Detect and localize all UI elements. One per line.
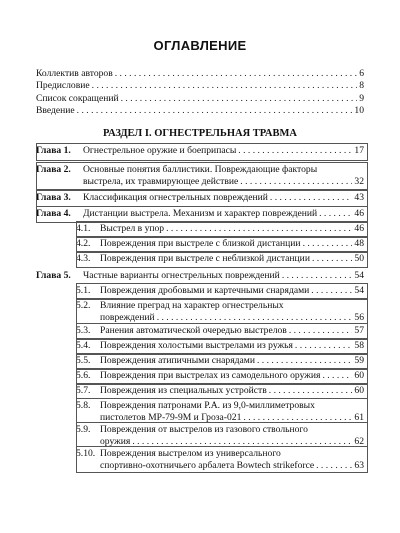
- toc-entry: [76, 355, 364, 367]
- toc-entry-title: Список сокращений: [36, 93, 119, 104]
- dot-leader: [257, 355, 352, 367]
- toc-entry: [36, 68, 364, 80]
- dot-leader: [157, 312, 353, 324]
- toc-entry-page: 9: [359, 93, 364, 104]
- toc-entry-page: 59: [354, 355, 364, 366]
- toc-entry-title: Предисловие: [36, 80, 90, 91]
- toc-entry-title: Повреждения выстрелом из универсального: [100, 448, 281, 459]
- toc-entry-page: 43: [354, 192, 364, 203]
- toc-entry-number: 5.10.: [76, 448, 96, 459]
- toc-entry-title: Коллектив авторов: [36, 68, 113, 79]
- dot-leader: [319, 208, 352, 220]
- toc-entry-number: 4.3.: [76, 253, 91, 264]
- toc-entry-title: Повреждения холостыми выстрелами из ружья: [100, 340, 293, 351]
- section-heading: РАЗДЕЛ I. ОГНЕСТРЕЛЬНАЯ ТРАВМА: [103, 128, 297, 139]
- dot-leader: [166, 223, 352, 235]
- toc-entry: [36, 192, 364, 204]
- dot-leader: [311, 285, 352, 297]
- toc-entry-page: 60: [354, 370, 364, 381]
- toc-entry: [36, 93, 364, 105]
- toc-entry-number: 5.2.: [76, 300, 91, 311]
- toc-entry-title: Ранения автоматической очередью выстрелов: [100, 325, 287, 336]
- toc-entry-title: Повреждения из специальных устройств: [100, 385, 267, 396]
- toc-entry-page: 58: [354, 340, 364, 351]
- toc-entry: [76, 370, 364, 382]
- toc-entry: [76, 325, 364, 337]
- toc-entry: [76, 400, 364, 423]
- toc-entry-title: Огнестрельное оружие и боеприпасы: [83, 145, 237, 156]
- toc-entry: [76, 448, 364, 471]
- dot-leader: [282, 270, 353, 282]
- toc-entry-title: Повреждения дробовыми и картечными снарядами: [100, 285, 310, 296]
- toc-entry-number: 4.1.: [76, 223, 91, 234]
- toc-entry: [76, 340, 364, 352]
- toc-entry: [36, 270, 364, 282]
- toc-entry-page: 46: [354, 223, 364, 234]
- toc-entry: [76, 223, 364, 235]
- dot-leader: [303, 238, 353, 250]
- toc-entry: [76, 253, 364, 265]
- toc-entry-page: 61: [354, 411, 364, 423]
- dot-leader: [322, 370, 352, 382]
- toc-entry-title: Повреждения при выстреле с близкой дистанции: [100, 238, 301, 249]
- toc-entry: [36, 80, 364, 92]
- toc-entry-title: Основные понятия баллистики. Повреждающие факторы: [83, 164, 318, 175]
- toc-entry-number: Глава 3.: [36, 192, 71, 203]
- dot-leader: [115, 68, 357, 80]
- dot-leader: [312, 253, 352, 265]
- toc-entry-number: 5.4.: [76, 340, 91, 351]
- page-title: ОГЛАВЛЕНИЕ: [153, 38, 247, 53]
- toc-entry: [36, 145, 364, 157]
- toc-entry: [76, 300, 364, 323]
- toc-entry: [76, 385, 364, 397]
- toc-entry-page: 48: [354, 238, 364, 249]
- toc-entry: [76, 424, 364, 447]
- toc-entry: [76, 238, 364, 250]
- dot-leader: [243, 412, 352, 424]
- toc-entry-title: Повреждения при выстрелах из самодельного оружия: [100, 370, 321, 381]
- toc-entry-page: 54: [354, 285, 364, 296]
- toc-entry-number: Глава 4.: [36, 208, 71, 219]
- toc-entry-number: Глава 2.: [36, 164, 71, 175]
- toc-entry-page: 54: [354, 270, 364, 281]
- toc-entry: [36, 164, 364, 187]
- toc-entry-title: выстрела, их травмирующее действие: [83, 175, 239, 187]
- dot-leader: [289, 325, 353, 337]
- toc-entry-number: 4.2.: [76, 238, 91, 249]
- toc-entry-number: 5.3.: [76, 325, 91, 336]
- dot-leader: [238, 145, 352, 157]
- toc-entry: [76, 285, 364, 297]
- toc-entry-page: 50: [354, 253, 364, 264]
- toc-entry-page: 32: [354, 175, 364, 187]
- dot-leader: [295, 340, 352, 352]
- dot-leader: [240, 176, 352, 188]
- toc-entry-title: Дистанции выстрела. Механизм и характер повреждений: [83, 208, 318, 219]
- dot-leader: [270, 192, 352, 204]
- toc-entry-page: 56: [354, 311, 364, 323]
- toc-entry-number: 5.7.: [76, 385, 91, 396]
- dot-leader: [132, 436, 352, 448]
- toc-entry-number: Глава 5.: [36, 270, 71, 281]
- toc-entry-title: оружия: [100, 435, 131, 447]
- toc-entry-number: 5.6.: [76, 370, 91, 381]
- toc-entry-page: 63: [354, 459, 364, 471]
- toc-entry-title: Повреждения от выстрелов из газового ствольного: [100, 424, 308, 435]
- toc-entry-title: Повреждения атипичными снарядами: [100, 355, 255, 366]
- toc-entry-title: Влияние преград на характер огнестрельных: [100, 300, 284, 311]
- toc-entry-page: 6: [359, 68, 364, 79]
- toc-entry-number: 5.8.: [76, 400, 91, 411]
- toc-entry-title: Введение: [36, 105, 75, 116]
- toc-entry-number: 5.9.: [76, 424, 91, 435]
- toc-entry: [36, 105, 364, 117]
- toc-entry-page: 10: [354, 105, 364, 116]
- toc-entry: [36, 208, 364, 220]
- toc-entry-number: Глава 1.: [36, 145, 71, 156]
- toc-entry-title: спортивно-охотничьего арбалета Bowtech strikeforce: [100, 459, 315, 471]
- toc-entry-title: Выстрел в упор: [100, 223, 165, 234]
- toc-entry-page: 60: [354, 385, 364, 396]
- toc-entry-title: повреждений: [100, 311, 155, 323]
- dot-leader: [121, 93, 358, 105]
- toc-entry-title: Повреждения при выстреле с неблизкой дистанции: [100, 253, 310, 264]
- toc-entry-number: 5.5.: [76, 355, 91, 366]
- dot-leader: [316, 460, 352, 472]
- toc-entry-page: 46: [354, 208, 364, 219]
- toc-entry-page: 62: [354, 435, 364, 447]
- toc-entry-title: пистолетов МР-79-9М и Гроза-021: [100, 411, 242, 423]
- toc-entry-title: Классификация огнестрельных повреждений: [83, 192, 268, 203]
- toc-entry-title: Частные варианты огнестрельных повреждений: [83, 270, 280, 281]
- toc-entry-title: Повреждения патронами Р.А. из 9,0-миллиметровых: [100, 400, 315, 411]
- dot-leader: [77, 105, 353, 117]
- toc-entry-page: 8: [359, 80, 364, 91]
- toc-entry-page: 57: [354, 325, 364, 336]
- dot-leader: [269, 385, 353, 397]
- dot-leader: [92, 80, 358, 92]
- toc-entry-page: 17: [354, 145, 364, 156]
- toc-entry-number: 5.1.: [76, 285, 91, 296]
